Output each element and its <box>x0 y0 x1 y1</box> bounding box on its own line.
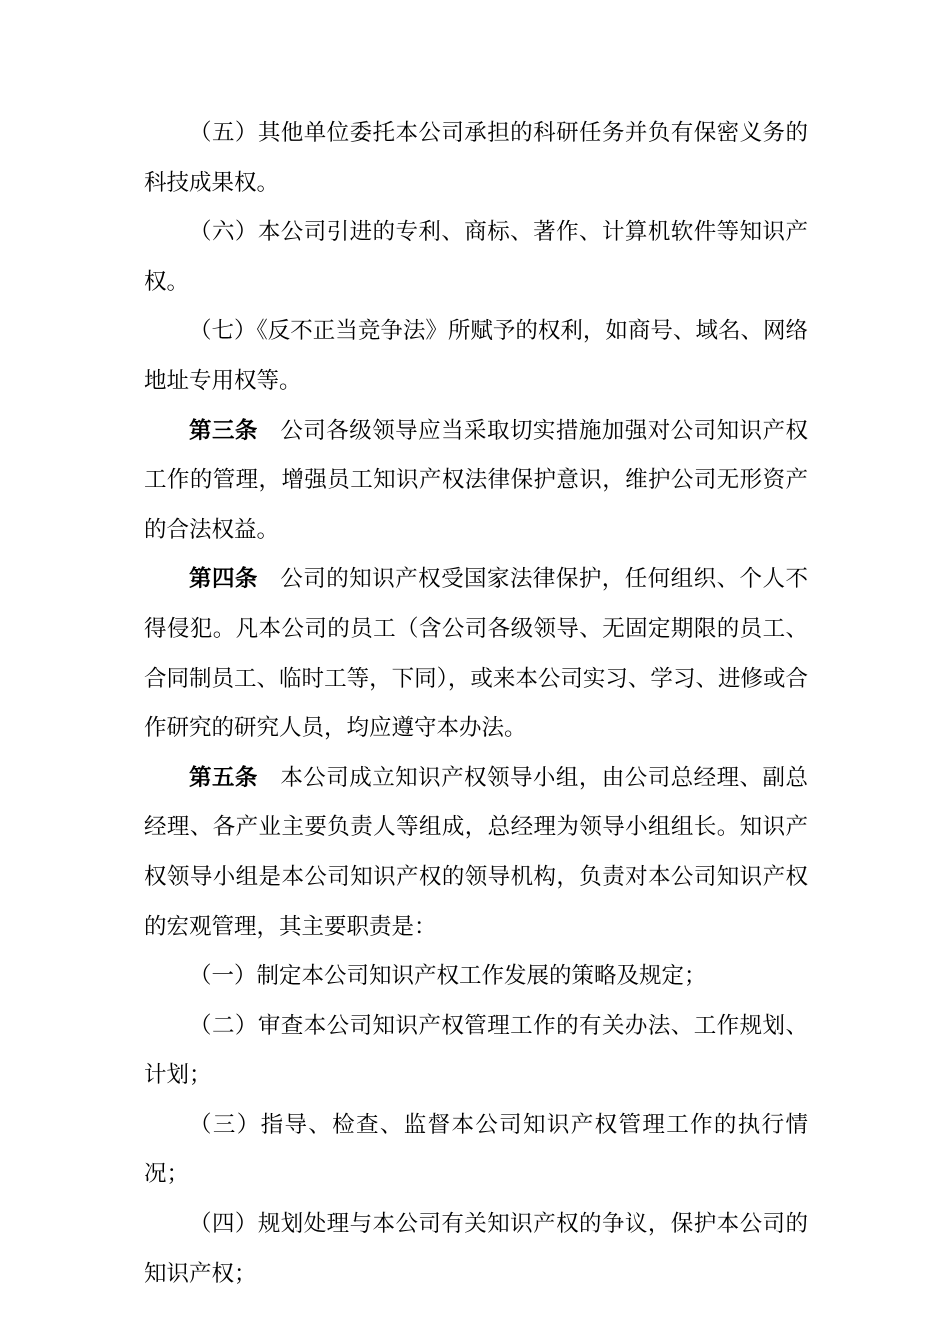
duty-item-2 <box>144 1002 808 1101</box>
duty-item-1 <box>144 952 808 1002</box>
duty-item-3 <box>144 1101 808 1200</box>
duty-item-4 <box>144 1200 808 1299</box>
article-number: 第五条 <box>189 764 258 791</box>
paragraph-text: （一）制定本公司知识产权工作发展的策略及规定； <box>189 963 707 990</box>
paragraph-item-5 <box>144 109 808 208</box>
paragraph-text: （六）本公司引进的专利、商标、著作、计算机软件等知识产权。 <box>144 219 808 295</box>
article-3 <box>144 407 808 556</box>
paragraph-text: （四）规划处理与本公司有关知识产权的争议，保护本公司的知识产权； <box>144 1211 808 1287</box>
paragraph-text: （七）《反不正当竞争法》所赋予的权利，如商号、域名、网络地址专用权等。 <box>144 318 808 394</box>
document-body <box>144 109 808 1299</box>
paragraph-item-7 <box>144 307 808 406</box>
article-number: 第三条 <box>189 417 258 444</box>
paragraph-text: （二）审查本公司知识产权管理工作的有关办法、工作规划、计划； <box>144 1012 808 1089</box>
paragraph-text: （三）指导、检查、监督本公司知识产权管理工作的执行情况； <box>144 1111 808 1188</box>
paragraph-text: （五）其他单位委托本公司承担的科研任务并负有保密义务的科技成果权。 <box>144 120 808 196</box>
article-text: 公司的知识产权受国家法律保护，任何组织、个人不得侵犯。凡本公司的员工（含公司各级领导、无固定期限的员工、合同制员工、临时工等，下同），或来本公司实习、学习、进修或合作研究的研究人员，均应遵守本办法。 <box>144 566 808 742</box>
article-4 <box>144 555 808 753</box>
article-text: 本公司成立知识产权领导小组，由公司总经理、副总经理、各产业主要负责人等组成，总经理为领导小组组长。知识产权领导小组是本公司知识产权的领导机构，负责对本公司知识产权的宏观管理，其主要职责是： <box>144 764 808 940</box>
paragraph-item-6 <box>144 208 808 307</box>
article-5 <box>144 754 808 952</box>
article-text: 公司各级领导应当采取切实措施加强对公司知识产权工作的管理，增强员工知识产权法律保护意识，维护公司无形资产的合法权益。 <box>144 417 808 543</box>
article-number: 第四条 <box>189 566 258 593</box>
